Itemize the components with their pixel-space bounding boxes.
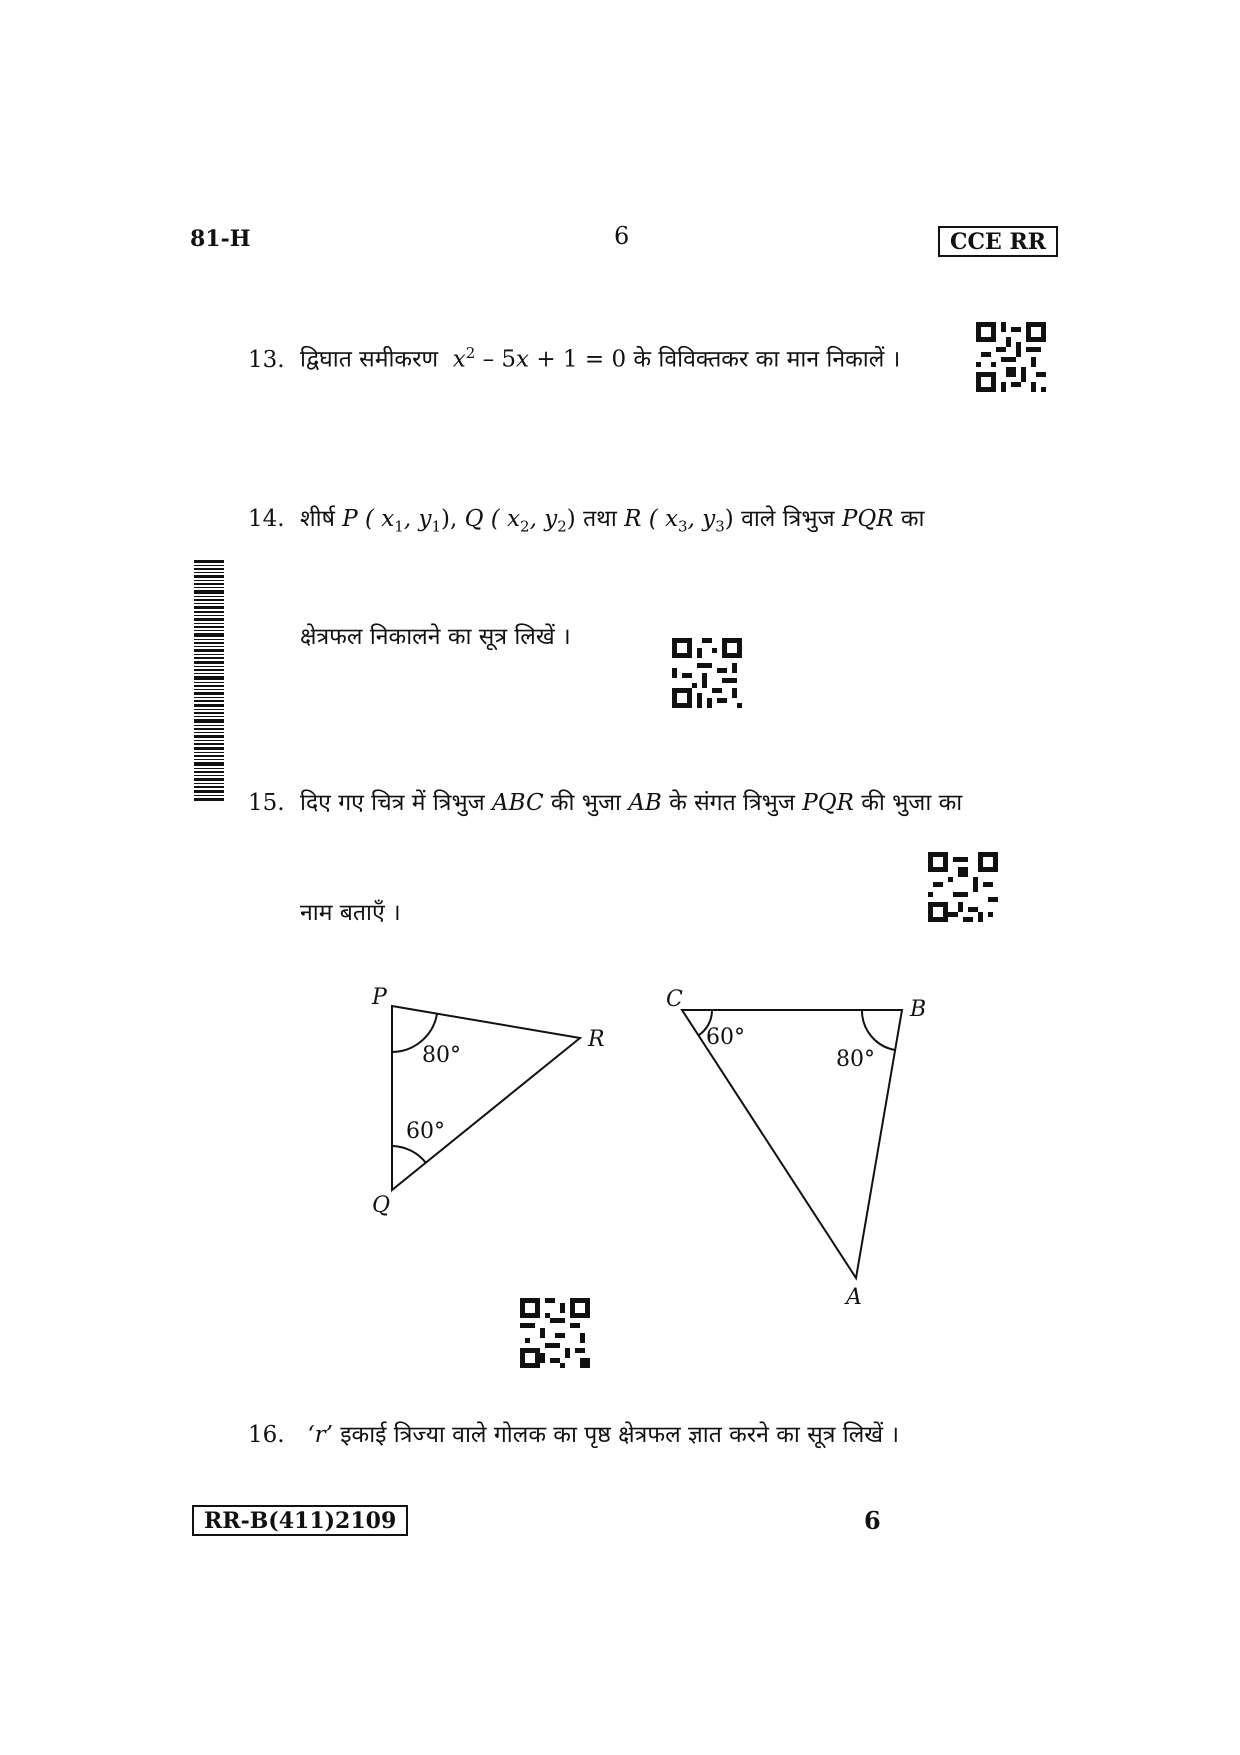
paper-code: 81-H <box>190 226 251 252</box>
math-term: ), <box>441 506 458 532</box>
page-number-top: 6 <box>614 222 630 250</box>
question-text: द्विघात समीकरण <box>300 346 439 373</box>
math-var: x <box>516 346 530 373</box>
math-subscript: 3 <box>678 517 688 536</box>
math-term: + 1 = 0 <box>529 346 627 373</box>
math-subscript: 2 <box>520 517 530 536</box>
question-15 <box>248 788 962 818</box>
question-13 <box>248 338 900 375</box>
vertex-label-q: Q <box>372 1193 391 1218</box>
triangles-figure <box>360 980 980 1320</box>
math-subscript: 3 <box>715 517 725 536</box>
page-number-bottom: 6 <box>864 1506 881 1535</box>
math-var: Q <box>464 506 484 532</box>
footer-code: RR-B(411)2109 <box>192 1505 408 1536</box>
qr-code-icon <box>672 638 742 708</box>
triangle-pqr <box>392 1006 580 1190</box>
vertex-label-c: C <box>666 987 683 1012</box>
math-var: P <box>342 506 358 532</box>
qr-code-icon <box>928 852 998 922</box>
math-exponent: 2 <box>465 344 476 362</box>
qr-code-icon <box>520 1298 590 1368</box>
question-number: 15. <box>248 790 285 816</box>
angle-arc-b <box>862 1010 895 1050</box>
math-var: PQR <box>841 506 894 532</box>
math-term: ( x <box>490 506 521 532</box>
question-15-line-2: नाम बताएँ । <box>300 900 401 926</box>
vertex-label-p: P <box>372 985 387 1010</box>
math-var: PQR <box>802 790 854 816</box>
angle-label-b: 80° <box>836 1047 875 1072</box>
question-text: तथा <box>583 506 617 532</box>
angle-label-p: 80° <box>422 1043 461 1068</box>
math-term: – 5 <box>475 346 517 373</box>
math-term: , y <box>687 506 716 532</box>
vertex-label-r: R <box>588 1027 605 1052</box>
math-var: ABC <box>492 790 544 816</box>
qr-code-icon <box>976 322 1046 392</box>
question-text: के संगत त्रिभुज <box>669 790 795 816</box>
question-number: 13. <box>248 346 285 373</box>
angle-label-c: 60° <box>706 1025 745 1050</box>
math-term: , y <box>529 506 558 532</box>
question-number: 16. <box>248 1422 285 1448</box>
math-subscript: 2 <box>557 517 567 536</box>
math-term: ( x <box>365 506 395 532</box>
barcode <box>194 558 224 804</box>
question-text: वाले त्रिभुज <box>741 506 835 532</box>
vertex-label-a: A <box>846 1285 862 1310</box>
question-14-line-2: क्षेत्रफल निकालने का सूत्र लिखें । <box>300 624 571 650</box>
question-text: की भुजा <box>550 790 621 816</box>
angle-label-q: 60° <box>406 1119 445 1144</box>
exam-badge: CCE RR <box>938 226 1058 257</box>
math-var: R <box>624 506 642 532</box>
vertex-label-b: B <box>910 997 927 1022</box>
question-text: के विविक्तकर का मान निकालें । <box>633 346 901 373</box>
math-var: ‘r’ <box>307 1422 333 1448</box>
math-subscript: 1 <box>394 517 404 536</box>
math-subscript: 1 <box>431 517 441 536</box>
math-var: AB <box>628 790 662 816</box>
question-text: का <box>900 506 925 532</box>
question-16 <box>248 1420 899 1450</box>
question-text: शीर्ष <box>300 506 335 532</box>
math-term: ) <box>724 506 734 532</box>
question-14 <box>248 504 925 542</box>
math-term: , y <box>403 506 432 532</box>
math-term: ) <box>566 506 576 532</box>
math-var: x <box>452 346 466 373</box>
question-number: 14. <box>248 506 285 532</box>
math-term: ( x <box>648 506 679 532</box>
angle-arc-q <box>392 1146 426 1163</box>
question-text: की भुजा का <box>861 790 963 816</box>
question-text: दिए गए चित्र में त्रिभुज <box>300 790 485 816</box>
question-text: इकाई त्रिज्या वाले गोलक का पृष्ठ क्षेत्रफल ज्ञात करने का सूत्र लिखें । <box>340 1422 900 1448</box>
